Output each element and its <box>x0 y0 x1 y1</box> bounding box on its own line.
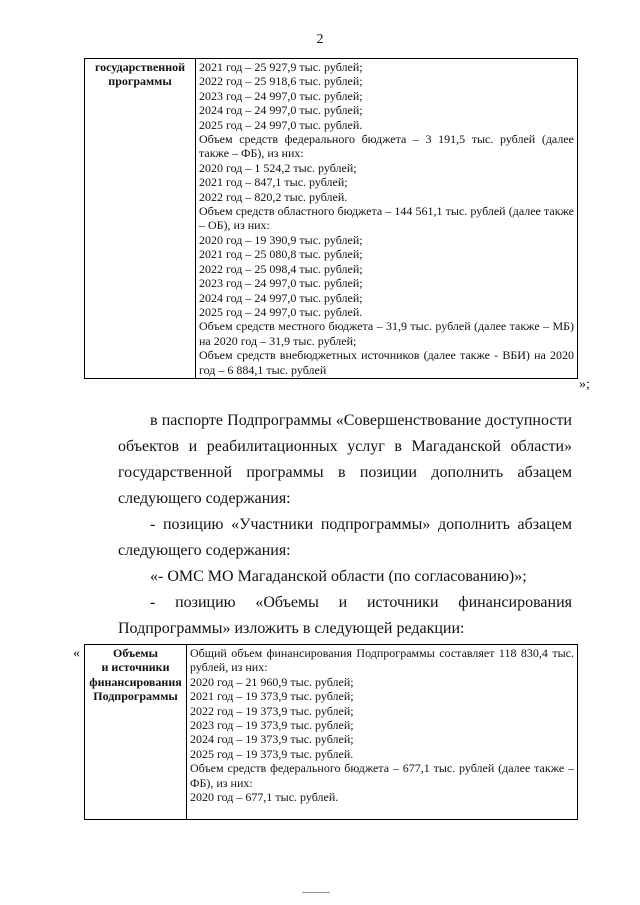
table1-line: 2020 год – 19 390,9 тыс. рублей; <box>199 232 363 247</box>
table1-label-line: государственной <box>94 60 186 74</box>
table1-line: 2022 год – 820,2 тыс. рублей. <box>199 189 348 204</box>
table2-label-line: Объемы <box>113 646 158 660</box>
table2-line: 2020 год – 21 960,9 тыс. рублей; <box>190 674 354 689</box>
paragraph-participant-text: «- ОМС МО Магаданской области (по согласованию)»; <box>150 568 527 585</box>
table1-line: 2025 год – 24 997,0 тыс. рублей. <box>199 117 363 132</box>
page-number: 2 <box>316 32 324 47</box>
table1-line: 2025 год – 24 997,0 тыс. рублей. <box>199 304 363 319</box>
table1-line: Объем средств местного бюджета – 31,9 тыс. рублей (далее также – МБ) на 2020 год – 31,9 тыс. рублей; <box>199 319 574 348</box>
table1-line: 2023 год – 24 997,0 тыс. рублей; <box>199 88 363 103</box>
table2-line: 2021 год – 19 373,9 тыс. рублей; <box>190 689 354 704</box>
paragraph-participants: - позицию «Участники подпрограммы» дополнить абзацем следующего содержания: <box>118 516 572 559</box>
table2-line: 2023 год – 19 373,9 тыс. рублей; <box>190 718 354 733</box>
table1-line: 2021 год – 847,1 тыс. рублей; <box>199 175 348 190</box>
funding-table-subprogram <box>84 644 578 820</box>
table1-line: 2022 год – 25 098,4 тыс. рублей; <box>199 261 363 276</box>
table2-value-cell <box>187 645 578 820</box>
table1-line: 2023 год – 24 997,0 тыс. рублей; <box>199 276 363 291</box>
table1-line: Объем средств федерального бюджета – 3 191,5 тыс. рублей (далее также – ФБ), из них: <box>199 132 574 161</box>
closing-quote-mark: »; <box>579 377 590 392</box>
table1-line: 2021 год – 25 927,9 тыс. рублей; <box>199 60 363 74</box>
table2-line: 2024 год – 19 373,9 тыс. рублей; <box>190 732 354 747</box>
table1-line: Объем средств областного бюджета – 144 561,1 тыс. рублей (далее также – ОБ), из них: <box>199 204 574 233</box>
paragraph-subprogram-passport: в паспорте Подпрограммы «Совершенствование доступности объектов и реабилитационных услуг в Магаданской области» государственной программы в позиции дополнить абзацем следующего содержания: <box>118 412 572 507</box>
funding-table-program <box>84 58 578 379</box>
table1-label-cell <box>85 59 196 379</box>
table1-value-cell <box>196 59 578 379</box>
table2-line: 2025 год – 19 373,9 тыс. рублей. <box>190 746 354 761</box>
table1-line: 2020 год – 1 524,2 тыс. рублей; <box>199 160 357 175</box>
table2-line: Объем средств федерального бюджета – 677,1 тыс. рублей (далее также – ФБ), из них: <box>190 761 574 790</box>
table1-line: 2022 год – 25 918,6 тыс. рублей; <box>199 74 363 89</box>
table1-line: Объем средств внебюджетных источников (далее также - ВБИ) на 2020 год – 6 884,1 тыс. рублей <box>199 348 574 377</box>
paragraph-funding-position: - позицию «Объемы и источники финансирования Подпрограммы» изложить в следующей редакции: <box>118 594 572 637</box>
table2-line: Общий объем финансирования Подпрограммы составляет 118 830,4 тыс. рублей, из них: <box>190 646 574 675</box>
table2-line: 2020 год – 677,1 тыс. рублей. <box>190 790 339 805</box>
table1-line: 2021 год – 25 080,8 тыс. рублей; <box>199 247 363 262</box>
table2-label-cell <box>85 645 187 820</box>
opening-quote-mark: « <box>73 646 80 661</box>
table2-line: 2022 год – 19 373,9 тыс. рублей; <box>190 703 354 718</box>
footer-divider <box>302 892 330 893</box>
table2-label-line: Подпрограммы <box>93 689 178 704</box>
table2-label-line: и источники <box>101 660 170 675</box>
table1-label-line: программы <box>108 74 172 89</box>
table2-label-line: финансирования <box>89 674 182 689</box>
table1-line: 2024 год – 24 997,0 тыс. рублей; <box>199 103 363 118</box>
table1-line: 2024 год – 24 997,0 тыс. рублей; <box>199 290 363 305</box>
